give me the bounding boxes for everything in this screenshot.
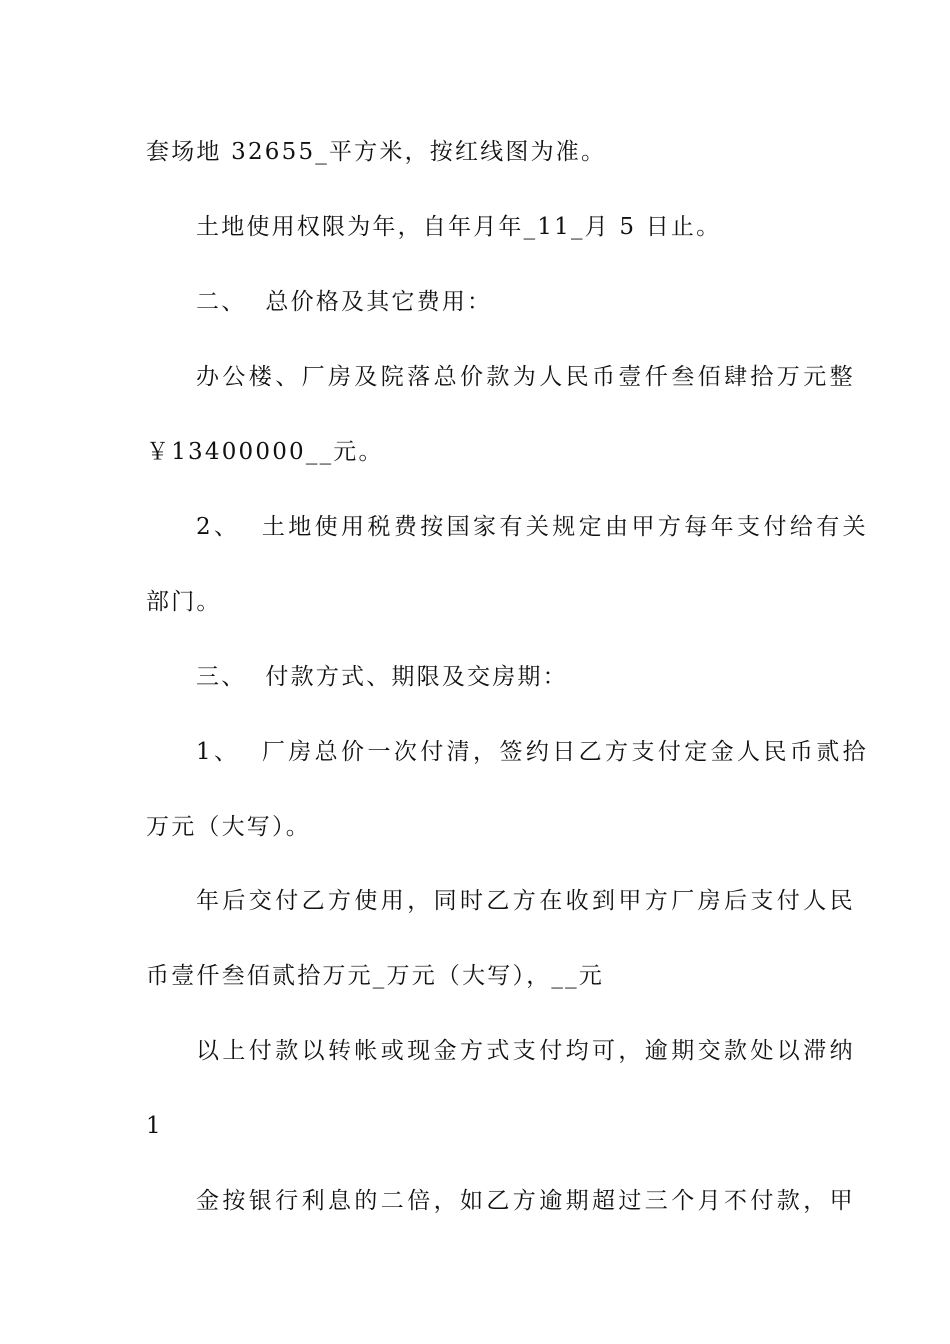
text-line-1: 套场地 32655_平方米，按红线图为准。 xyxy=(146,139,607,165)
text-line-7: 部门。 xyxy=(146,589,222,615)
text-line-9: 1、 厂房总价一次付清，签约日乙方支付定金人民币贰拾 xyxy=(196,739,870,765)
page-number: 1 xyxy=(146,1113,161,1139)
section-heading-2: 二、 总价格及其它费用： xyxy=(196,289,493,315)
section-heading-3: 三、 付款方式、期限及交房期： xyxy=(196,664,568,690)
text-line-13: 以上付款以转帐或现金方式支付均可，逾期交款处以滞纳 xyxy=(196,1038,856,1064)
text-line-10: 万元（大写）。 xyxy=(146,814,311,840)
text-line-12: 币壹仟叁佰贰拾万元_万元（大写），__元 xyxy=(146,963,604,989)
text-line-11: 年后交付乙方使用，同时乙方在收到甲方厂房后支付人民 xyxy=(196,888,856,914)
text-line-2: 土地使用权限为年，自年月年_11_月 5 日止。 xyxy=(196,214,722,240)
text-line-5: ￥13400000__元。 xyxy=(146,439,384,465)
text-line-14: 金按银行利息的二倍，如乙方逾期超过三个月不付款，甲 xyxy=(196,1188,856,1214)
text-line-6: 2、 土地使用税费按国家有关规定由甲方每年支付给有关 xyxy=(196,514,870,540)
text-line-4: 办公楼、厂房及院落总价款为人民币壹仟叁佰肆拾万元整 xyxy=(196,364,856,390)
